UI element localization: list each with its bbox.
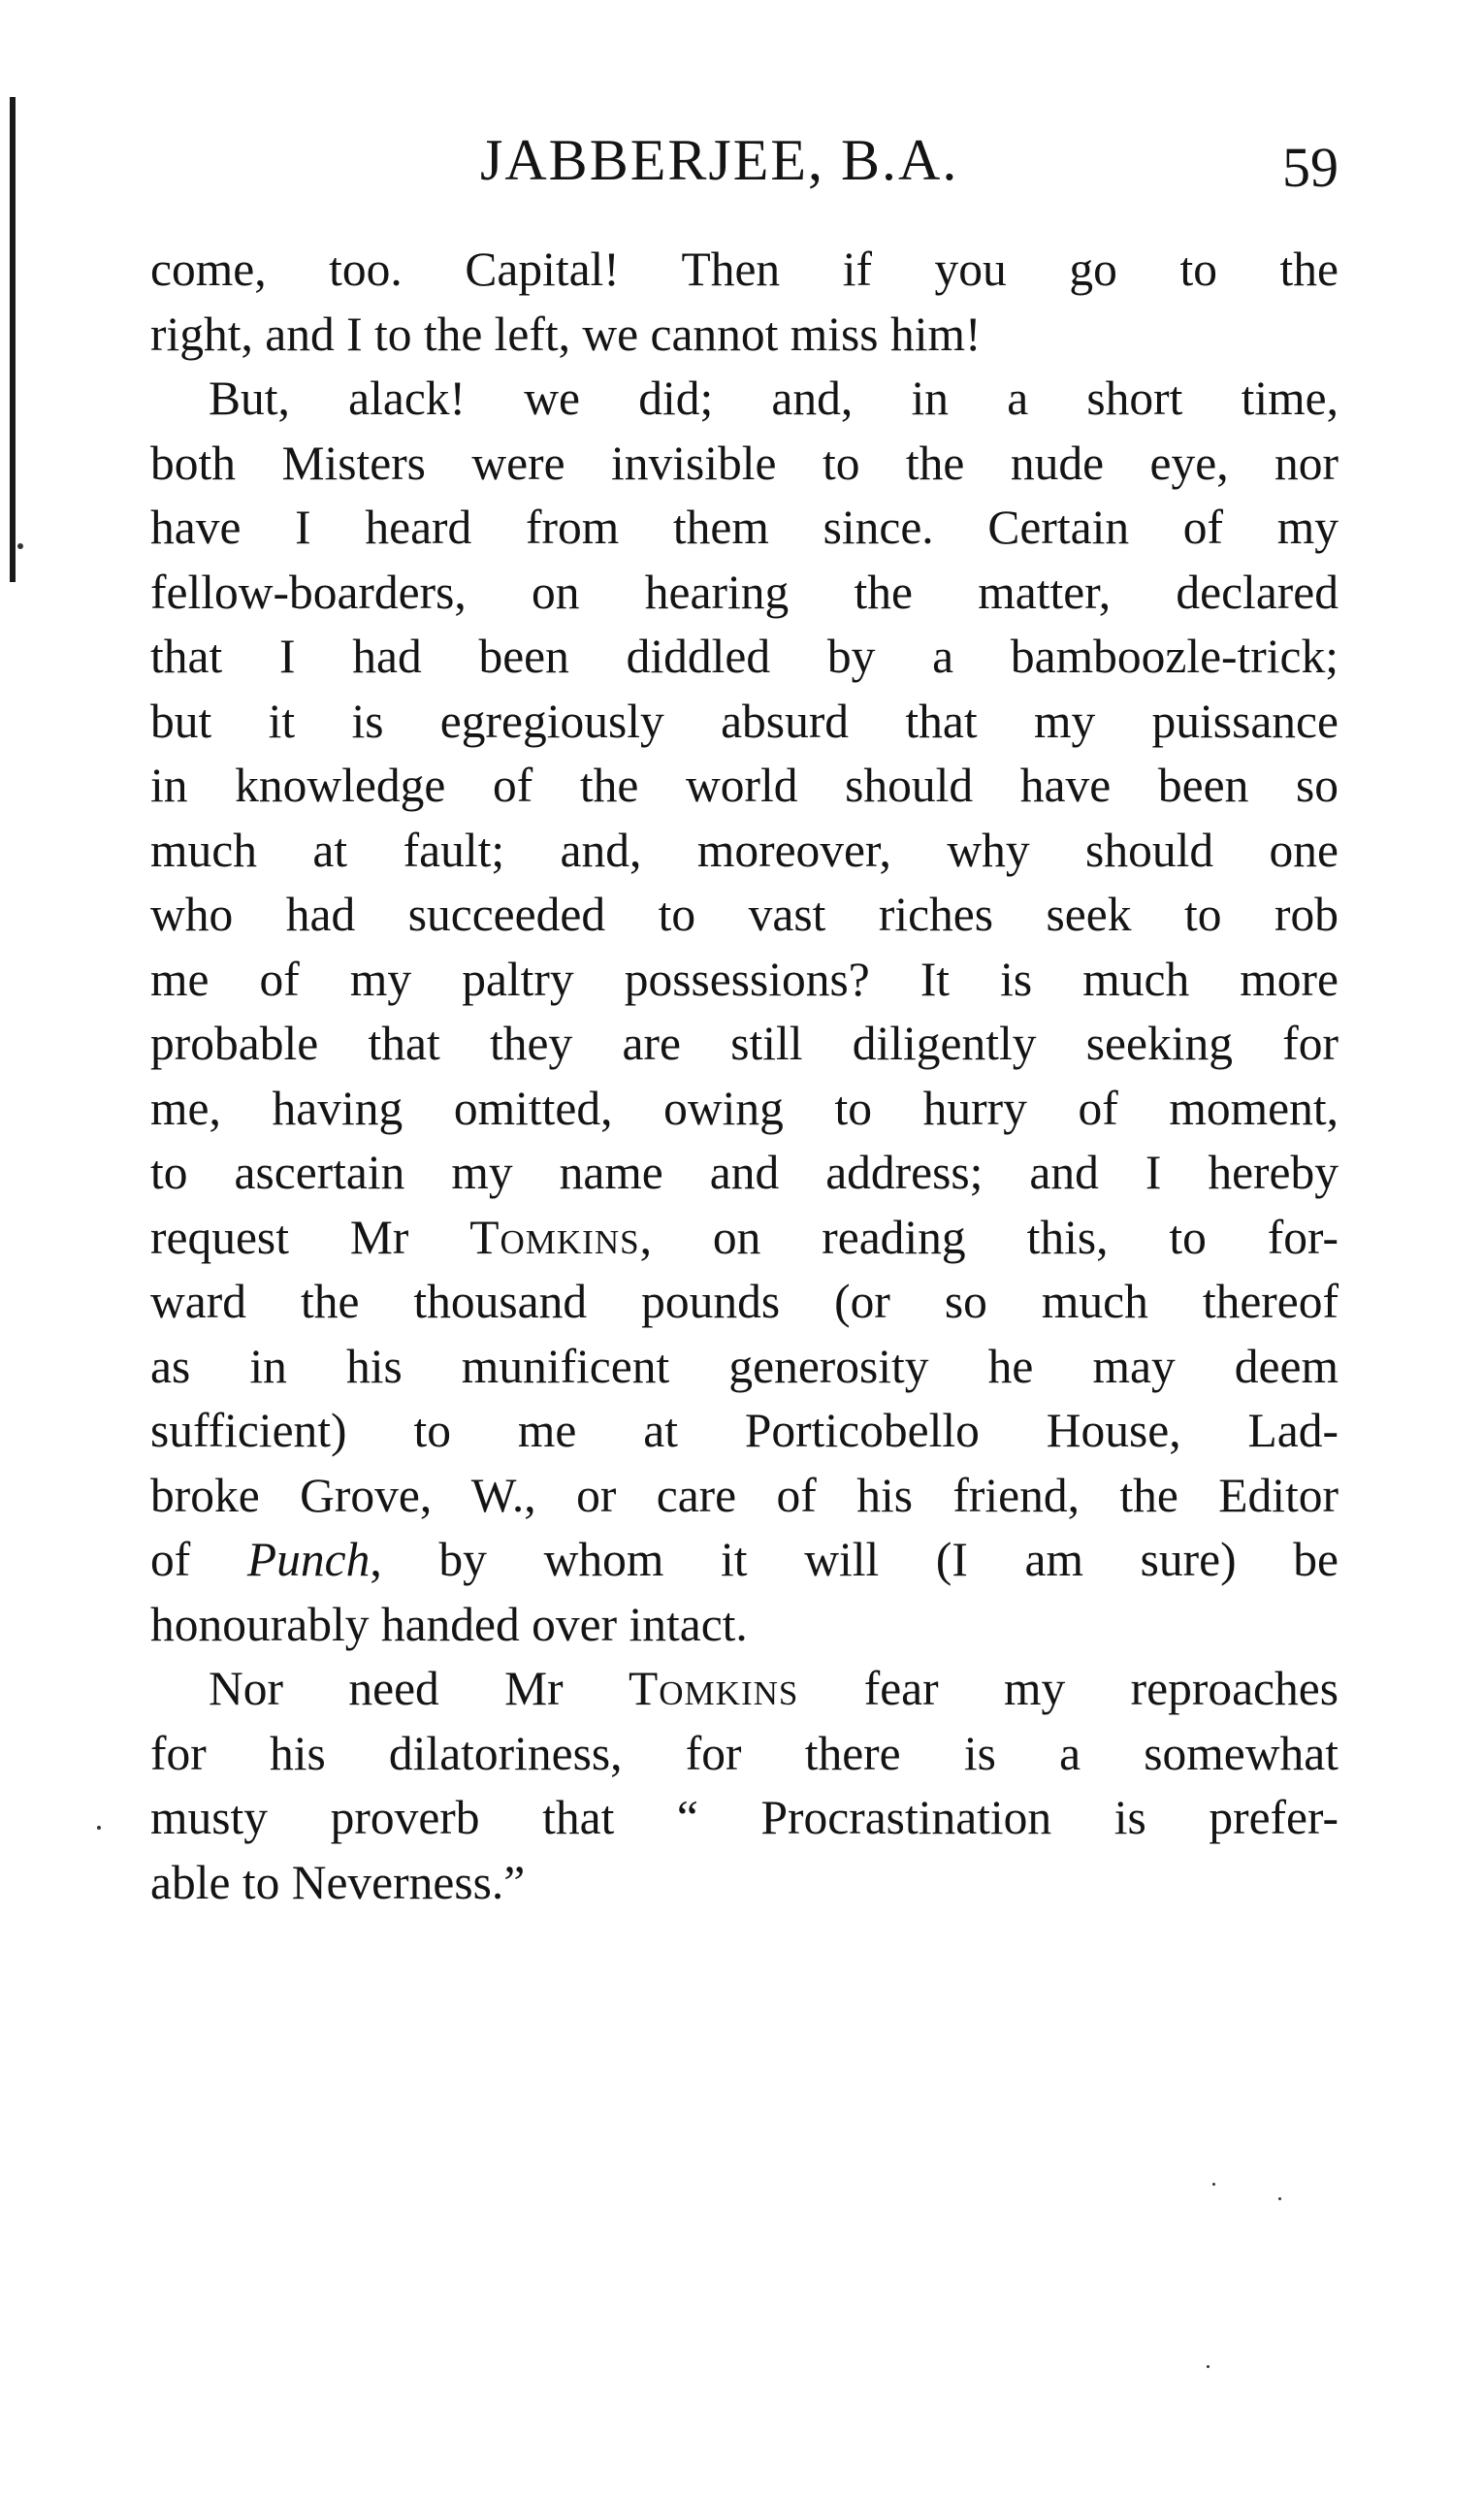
text-line: probable that they are still diligently seeking for <box>150 1017 1339 1070</box>
speck <box>1212 2183 1215 2186</box>
text-fragment: Nor need Mr <box>209 1662 629 1715</box>
text-fragment: request Mr <box>150 1210 470 1264</box>
page-number: 59 <box>1282 136 1339 199</box>
text-line: as in his munificent generosity he may deem <box>150 1339 1339 1393</box>
text-line: that I had been diddled by a bamboozle-trick; <box>150 630 1339 683</box>
text-line: honourably handed over intact. <box>150 1597 748 1651</box>
speck <box>97 1826 101 1830</box>
text-fragment: , on reading this, to for- <box>639 1210 1339 1264</box>
text-line: ward the thousand pounds (or so much thereof <box>150 1275 1339 1328</box>
text-line: But, alack! we did; and, in a short time, <box>209 372 1339 425</box>
speck <box>17 543 23 549</box>
character-name: Tomkins <box>469 1210 640 1264</box>
page-header <box>150 116 1339 204</box>
text-fragment: fear my reproaches <box>798 1662 1339 1715</box>
paragraph-3 <box>150 1657 1339 1915</box>
binding-edge-rule <box>10 97 16 582</box>
text-line: right, and I to the left, we cannot miss him! <box>150 307 982 361</box>
text-line <box>150 1528 1339 1593</box>
text-line: have I heard from them since. Certain of my <box>150 501 1339 554</box>
text-line: broke Grove, W., or care of his friend, the Editor <box>150 1468 1339 1522</box>
publication-title: Punch <box>246 1533 371 1586</box>
text-line: musty proverb that “ Procrastination is prefer- <box>150 1791 1339 1844</box>
text-line: to ascertain my name and address; and I hereby <box>150 1146 1339 1199</box>
body-text <box>150 238 1339 1915</box>
text-line: come, too. Capital! Then if you go to the <box>150 243 1339 296</box>
text-line: able to Neverness.” <box>150 1855 526 1909</box>
text-line: me, having omitted, owing to hurry of moment, <box>150 1081 1339 1135</box>
text-line: sufficient) to me at Porticobello House, Lad- <box>150 1404 1339 1457</box>
speck <box>1207 2365 1210 2368</box>
text-line: but it is egregiously absurd that my puissance <box>150 694 1339 748</box>
text-line: both Misters were invisible to the nude eye, nor <box>150 436 1339 490</box>
text-line: who had succeeded to vast riches seek to rob <box>150 888 1339 941</box>
text-fragment: of <box>150 1533 247 1586</box>
text-fragment: , by whom it will (I am sure) be <box>370 1533 1339 1586</box>
paragraph-1 <box>150 238 1339 367</box>
text-line: in knowledge of the world should have been so <box>150 759 1339 812</box>
speck <box>1278 2197 1281 2200</box>
text-line: me of my paltry possessions? It is much more <box>150 952 1339 1006</box>
text-line: fellow-boarders, on hearing the matter, declared <box>150 565 1339 619</box>
text-line: for his dilatoriness, for there is a somewhat <box>150 1726 1339 1780</box>
text-line: much at fault; and, moreover, why should one <box>150 823 1339 877</box>
running-title: JABBERJEE, B.A. <box>480 128 959 192</box>
character-name: Tomkins <box>629 1662 799 1715</box>
text-line <box>150 1206 1339 1271</box>
paragraph-2 <box>150 367 1339 1657</box>
text-line <box>150 1657 1339 1722</box>
